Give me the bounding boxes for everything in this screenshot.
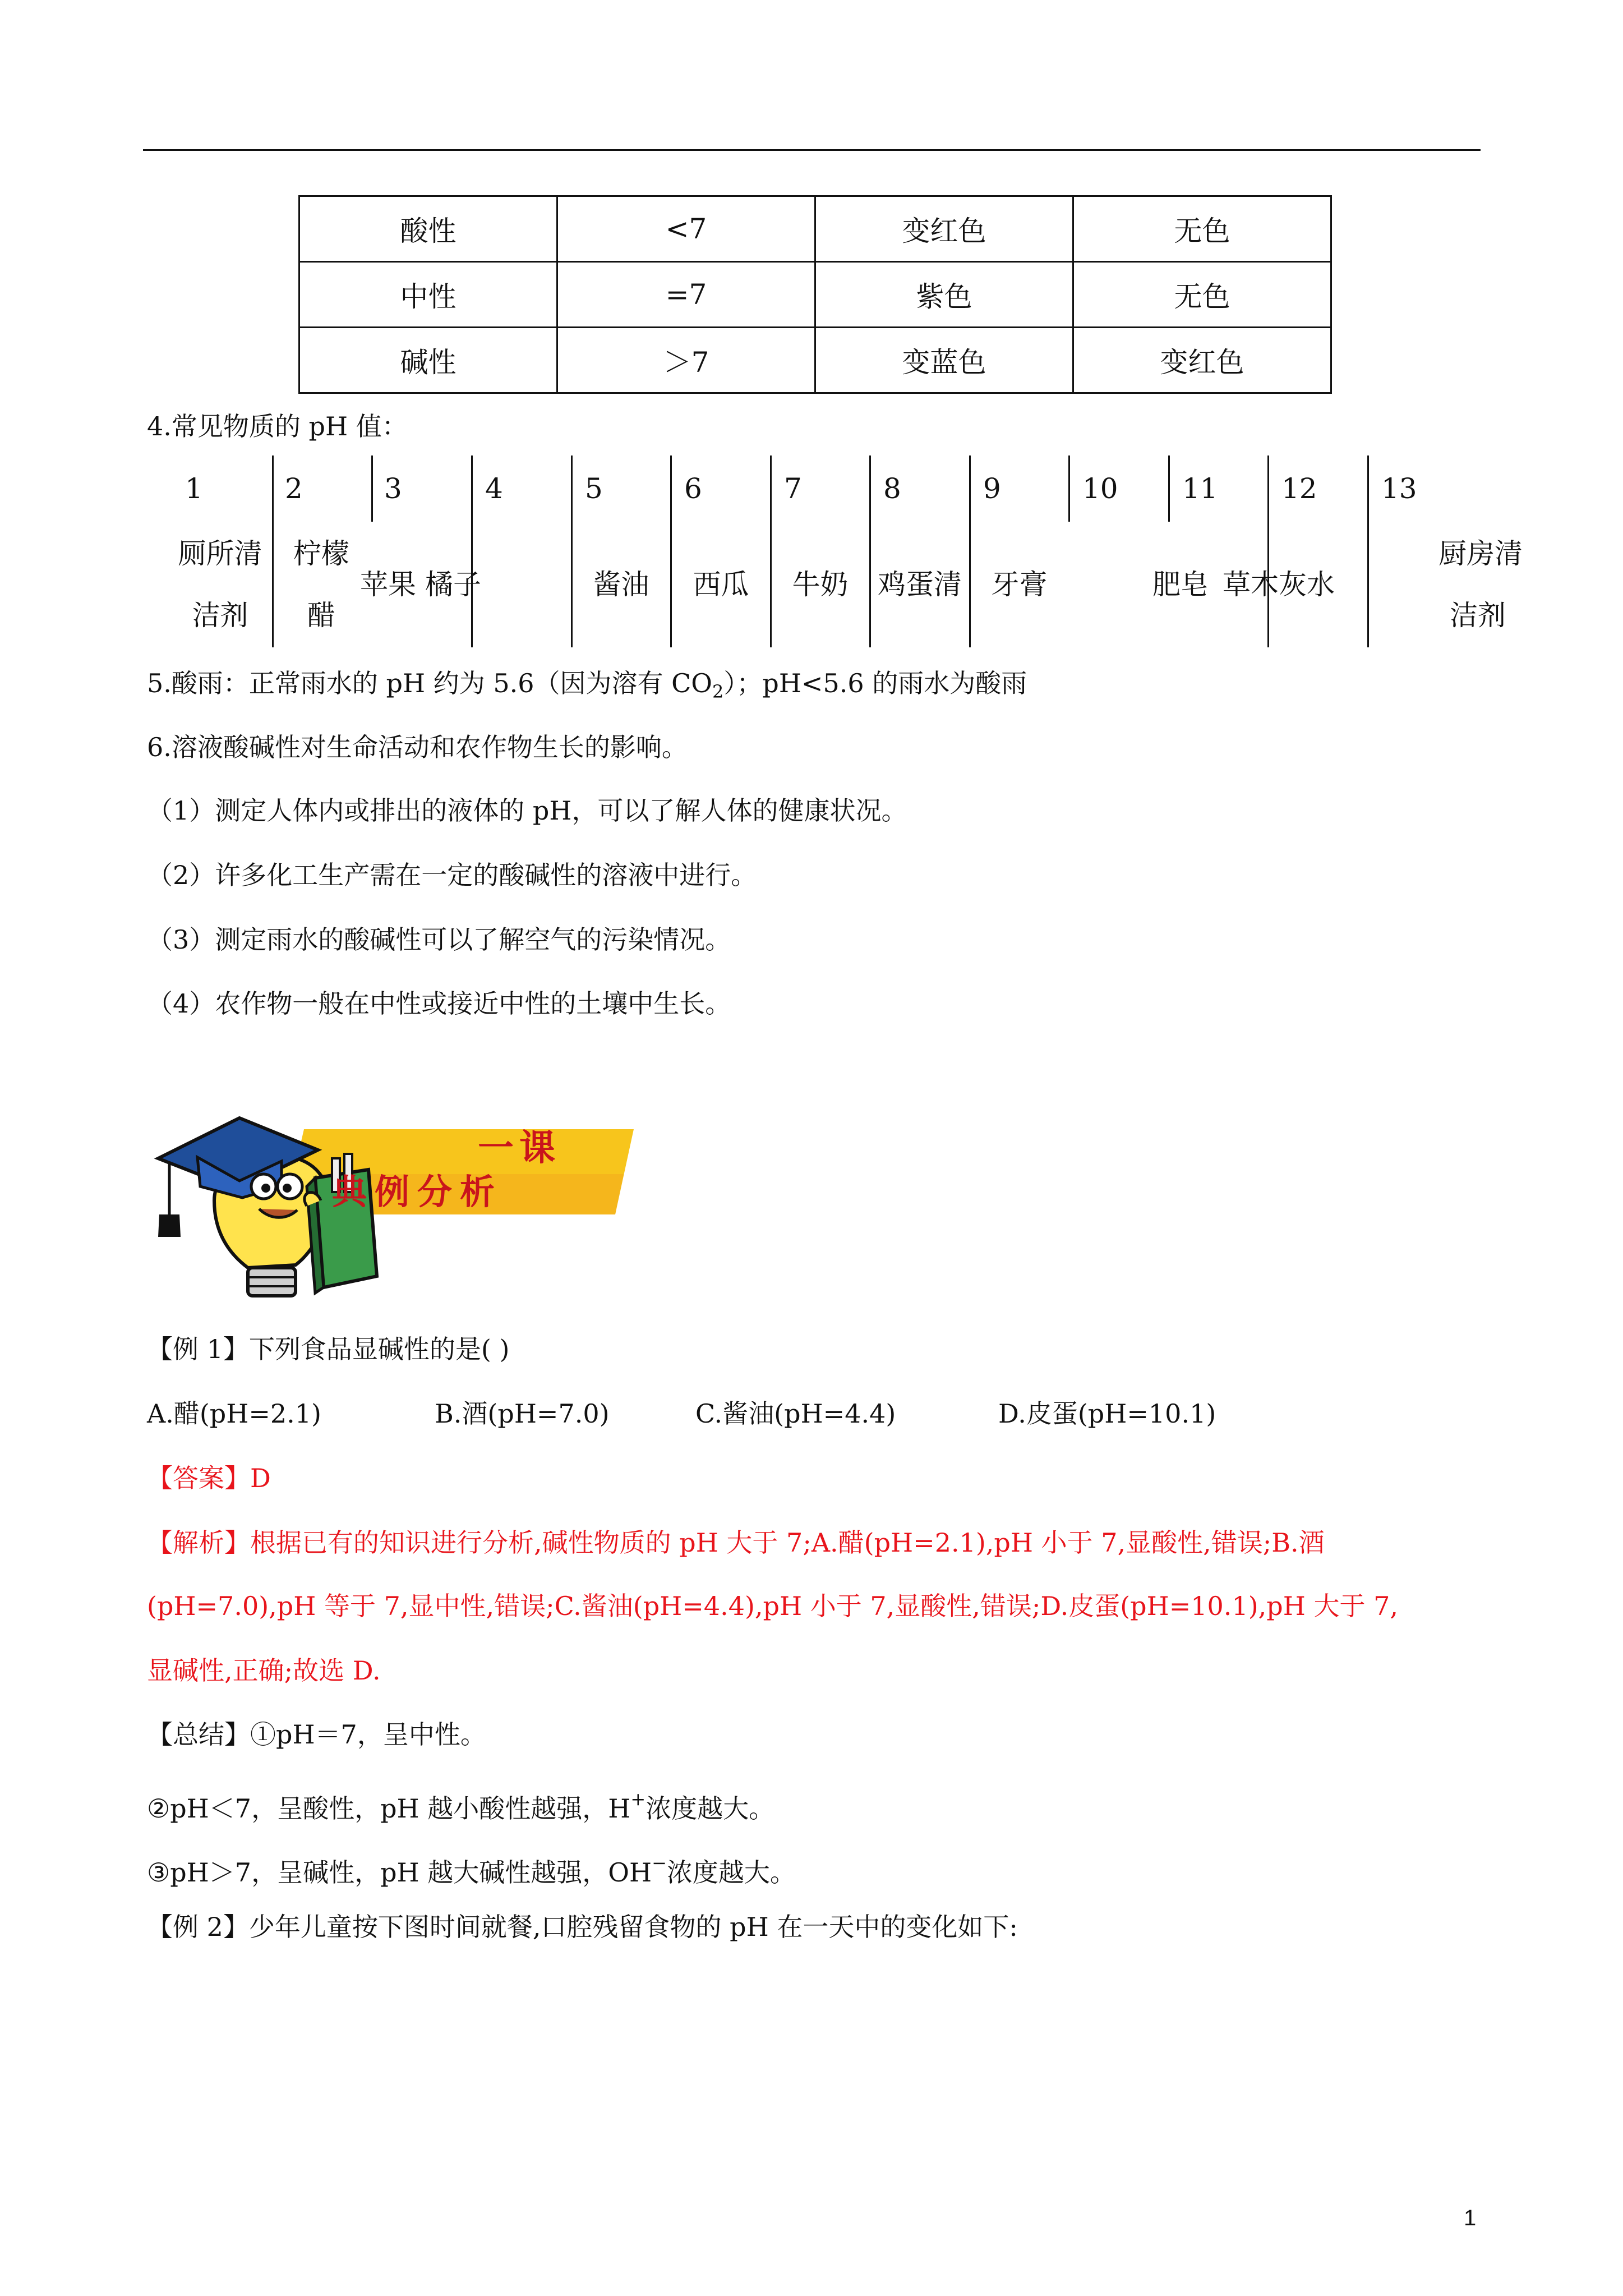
section-6-item: （3）测定雨水的酸碱性可以了解空气的污染情况。 — [147, 924, 731, 955]
analysis-line: 显碱性,正确;故选 D. — [147, 1655, 381, 1686]
scale-divider — [1267, 455, 1269, 647]
ph-number: 6 — [684, 472, 702, 505]
section-6-item: （4）农作物一般在中性或接近中性的土壤中生长。 — [147, 988, 731, 1019]
ph-number: 4 — [485, 472, 503, 505]
banner-line-2: 典例分析 — [332, 1171, 503, 1212]
page-number: 1 — [1464, 2206, 1477, 2230]
ph-number: 12 — [1281, 472, 1317, 505]
co2-subscript: 2 — [712, 681, 724, 702]
ph-number: 3 — [384, 472, 402, 505]
table-cell: 中性 — [299, 262, 557, 328]
table-cell: 酸性 — [299, 196, 557, 262]
ph-number: 2 — [285, 472, 303, 505]
table-cell: 无色 — [1073, 262, 1331, 328]
h-plus-superscript: + — [630, 1788, 646, 1810]
summary-text-tail: 浓度越大。 — [666, 1857, 796, 1888]
option-b: B.酒(pH=7.0) — [435, 1398, 610, 1429]
scale-divider — [969, 455, 971, 647]
ph-item-soy-sauce: 酱油 — [593, 568, 649, 601]
table-cell: =7 — [557, 262, 815, 328]
summary-text-tail: 浓度越大。 — [645, 1793, 775, 1824]
analysis-line: (pH=7.0),pH 等于 7,显中性,错误;C.酱油(pH=4.4),pH 小于 7,显酸性,错误;D.皮蛋(pH=10.1),pH 大于 7, — [147, 1591, 1398, 1621]
summary-line-2 — [147, 1782, 774, 1825]
table-cell: 变蓝色 — [815, 328, 1073, 393]
summary-text: ③pH＞7，呈碱性，pH 越大碱性越强，OH — [147, 1857, 652, 1888]
acid-rain-text: 5.酸雨：正常雨水的 pH 约为 5.6（因为溶有 CO — [147, 668, 713, 698]
table-cell: 变红色 — [1073, 328, 1331, 393]
answer-line: 【答案】D — [147, 1463, 271, 1493]
scale-divider — [1367, 455, 1369, 647]
scale-divider — [670, 455, 672, 647]
ph-item-apple-orange: 苹果 橘子 — [360, 568, 481, 601]
option-a: A.醋(pH=2.1) — [147, 1398, 321, 1429]
indicator-color-table — [298, 195, 1332, 394]
table-row — [299, 328, 1331, 393]
ph-item-toilet-cleaner: 洁剂 — [192, 599, 248, 632]
scale-divider — [770, 455, 772, 647]
ph-item-kitchen-cleaner: 洁剂 — [1450, 599, 1506, 632]
ph-item-plant-ash-water: 草木灰水 — [1223, 568, 1335, 601]
table-cell: 紫色 — [815, 262, 1073, 328]
ph-number: 11 — [1182, 472, 1218, 505]
table-cell: <7 — [557, 196, 815, 262]
table-cell: 变红色 — [815, 196, 1073, 262]
header-rule — [143, 149, 1481, 151]
ph-number: 7 — [784, 472, 802, 505]
section-6-item: （1）测定人体内或排出的液体的 pH，可以了解人体的健康状况。 — [147, 795, 907, 826]
section-4-heading: 4.常见物质的 pH 值： — [147, 411, 408, 441]
example-2-question: 【例 2】少年儿童按下图时间就餐,口腔残留食物的 pH 在一天中的变化如下: — [147, 1912, 1018, 1942]
ph-item-watermelon: 西瓜 — [693, 568, 749, 601]
scale-divider — [571, 455, 573, 647]
summary-line-3 — [147, 1846, 796, 1889]
ph-item-toilet-cleaner: 厕所清 — [178, 537, 262, 570]
ph-number: 13 — [1381, 472, 1417, 505]
scale-divider — [371, 455, 373, 522]
ph-item-egg-white: 鸡蛋清 — [878, 568, 962, 601]
table-row — [299, 262, 1331, 328]
section-6-item: （2）许多化工生产需在一定的酸碱性的溶液中进行。 — [147, 860, 757, 890]
scale-divider — [1068, 455, 1070, 522]
section-6-heading: 6.溶液酸碱性对生命活动和农作物生长的影响。 — [147, 732, 688, 762]
table-cell: ＞7 — [557, 328, 815, 393]
example-1-question: 【例 1】下列食品显碱性的是( ) — [147, 1334, 510, 1364]
ph-item-lemon: 醋 — [307, 599, 335, 632]
summary-line-1: 【总结】①pH＝7，呈中性。 — [147, 1719, 486, 1750]
table-cell: 无色 — [1073, 196, 1331, 262]
scale-divider — [869, 455, 871, 647]
ph-number: 10 — [1082, 472, 1118, 505]
table-cell: 碱性 — [299, 328, 557, 393]
oh-minus-superscript: − — [652, 1852, 667, 1874]
section-5-acid-rain — [147, 666, 1027, 708]
option-d: D.皮蛋(pH=10.1) — [998, 1398, 1216, 1429]
ph-item-milk: 牛奶 — [792, 568, 849, 601]
ph-item-soap: 肥皂 — [1152, 568, 1209, 601]
acid-rain-text-tail: ）；pH<5.6 的雨水为酸雨 — [723, 668, 1027, 698]
summary-text: ②pH＜7，呈酸性，pH 越小酸性越强，H — [147, 1793, 631, 1824]
ph-item-kitchen-cleaner: 厨房清 — [1438, 537, 1523, 570]
analysis-line: 【解析】根据已有的知识进行分析,碱性物质的 pH 大于 7;A.醋(pH=2.1),pH 小于 7,显酸性,错误;B.酒 — [147, 1527, 1325, 1558]
banner-line-1: 一课 — [478, 1128, 561, 1169]
ph-scale — [168, 455, 1523, 647]
table-row — [299, 196, 1331, 262]
ph-number: 1 — [185, 472, 203, 505]
scale-divider — [1168, 455, 1170, 522]
scale-divider — [471, 455, 473, 647]
ph-number: 8 — [883, 472, 901, 505]
ph-number: 9 — [983, 472, 1001, 505]
ph-number: 5 — [585, 472, 603, 505]
ph-item-toothpaste: 牙膏 — [991, 568, 1048, 601]
ph-item-lemon: 柠檬 — [293, 537, 349, 570]
lesson-banner — [147, 1108, 635, 1304]
option-c: C.酱油(pH=4.4) — [695, 1398, 896, 1429]
